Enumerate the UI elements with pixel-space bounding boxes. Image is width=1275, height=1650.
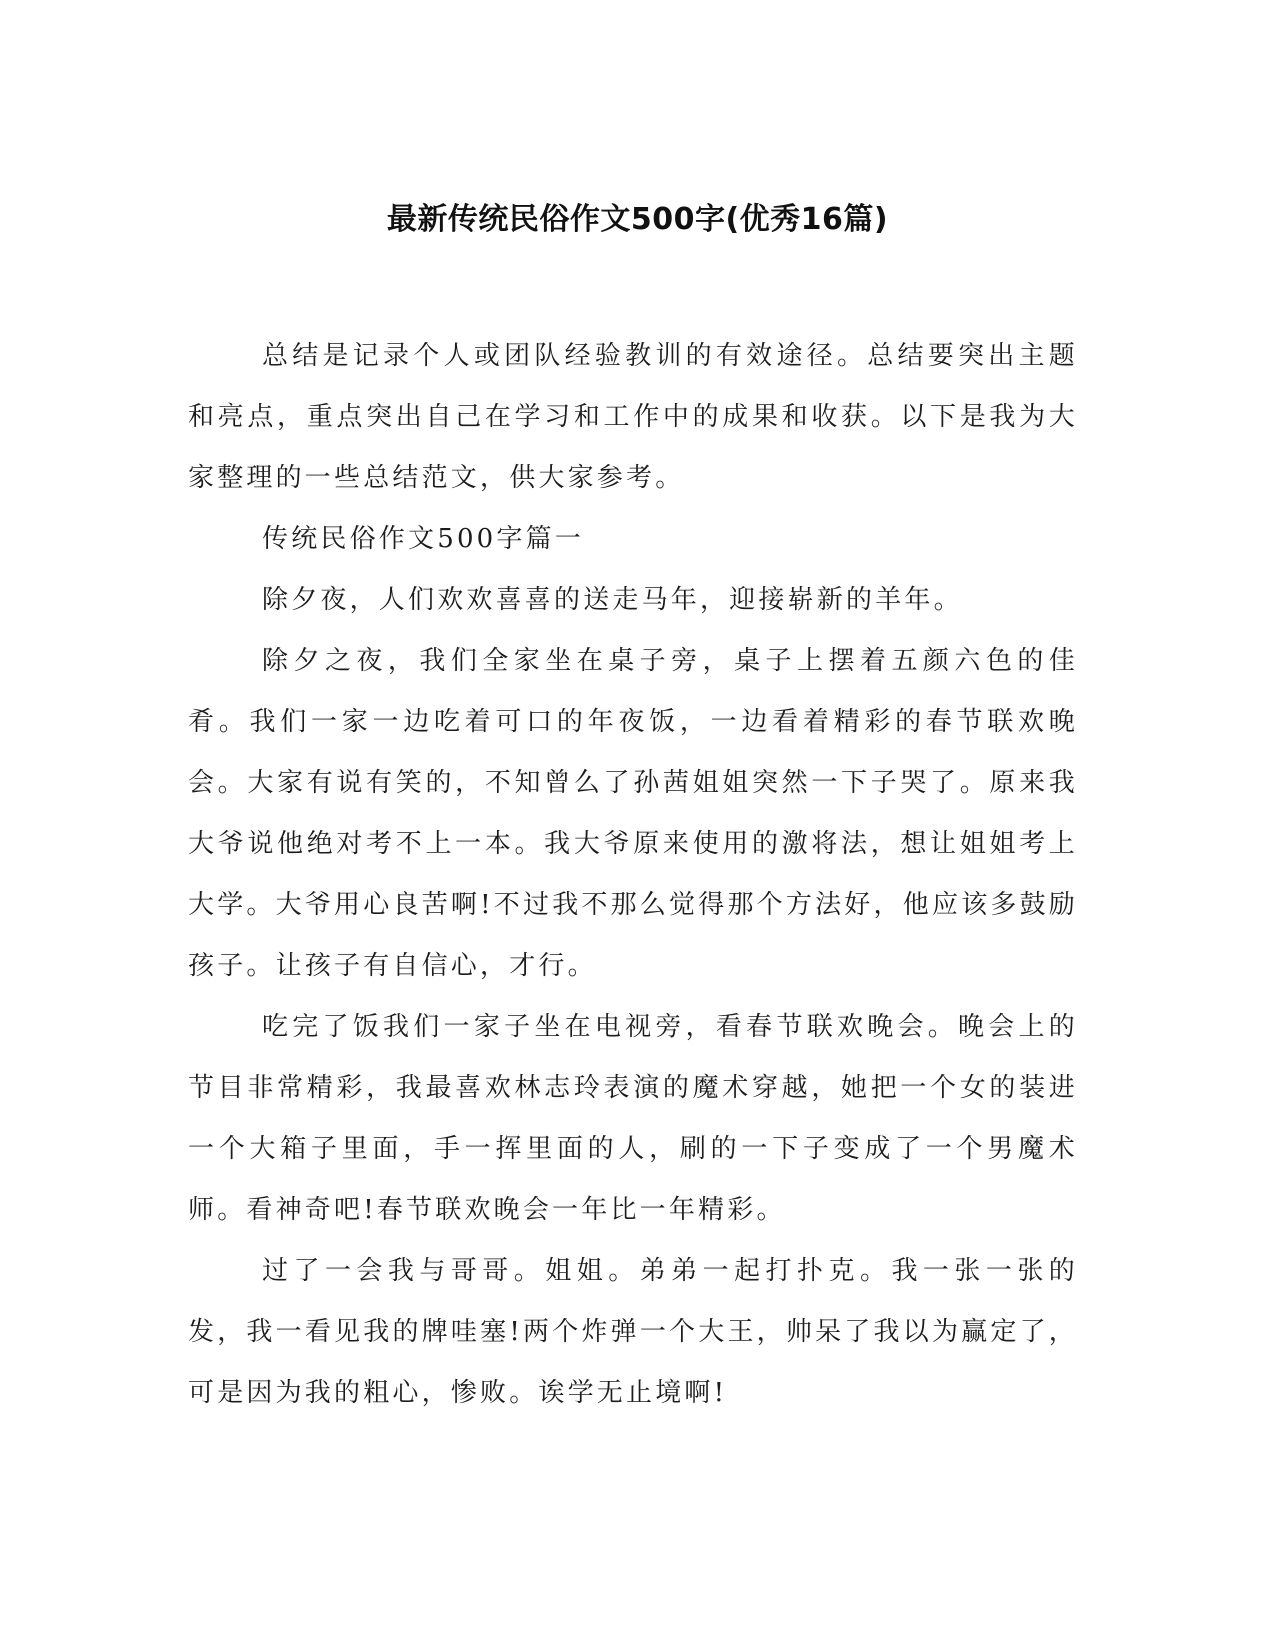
body-paragraph: 吃完了饭我们一家子坐在电视旁，看春节联欢晚会。晚会上的节目非常精彩，我最喜欢林志玲表演的魔术穿越，她把一个女的装进一个大箱子里面，手一挥里面的人，刷的一下子变成了一个男魔术师。看神奇吧!春节联欢晚会一年比一年精彩。 xyxy=(188,1012,1078,1225)
intro-paragraph: 总结是记录个人或团队经验教训的有效途径。总结要突出主题和亮点，重点突出自己在学习和工作中的成果和收获。以下是我为大家整理的一些总结范文，供大家参考。 xyxy=(188,341,1078,493)
body-paragraph: 除夕之夜，我们全家坐在桌子旁，桌子上摆着五颜六色的佳肴。我们一家一边吃着可口的年夜饭，一边看着精彩的春节联欢晚会。大家有说有笑的，不知曾么了孙茜姐姐突然一下子哭了。原来我大爷说他绝对考不上一本。我大爷原来使用的激将法，想让姐姐考上大学。大爷用心良苦啊!不过我不那么觉得那个方法好，他应该多鼓励孩子。让孩子有自信心，才行。 xyxy=(188,646,1078,981)
body-paragraph: 除夕夜，人们欢欢喜喜的送走马年，迎接崭新的羊年。 xyxy=(262,585,963,615)
section-heading: 传统民俗作文500字篇一 xyxy=(262,524,585,554)
body-paragraph: 过了一会我与哥哥。姐姐。弟弟一起打扑克。我一张一张的发，我一看见我的牌哇塞!两个炸弹一个大王，帅呆了我以为赢定了，可是因为我的粗心，惨败。诶学无止境啊! xyxy=(188,1256,1078,1408)
document-body xyxy=(188,326,1078,1424)
document-title: 最新传统民俗作文500字(优秀16篇) xyxy=(386,202,889,237)
